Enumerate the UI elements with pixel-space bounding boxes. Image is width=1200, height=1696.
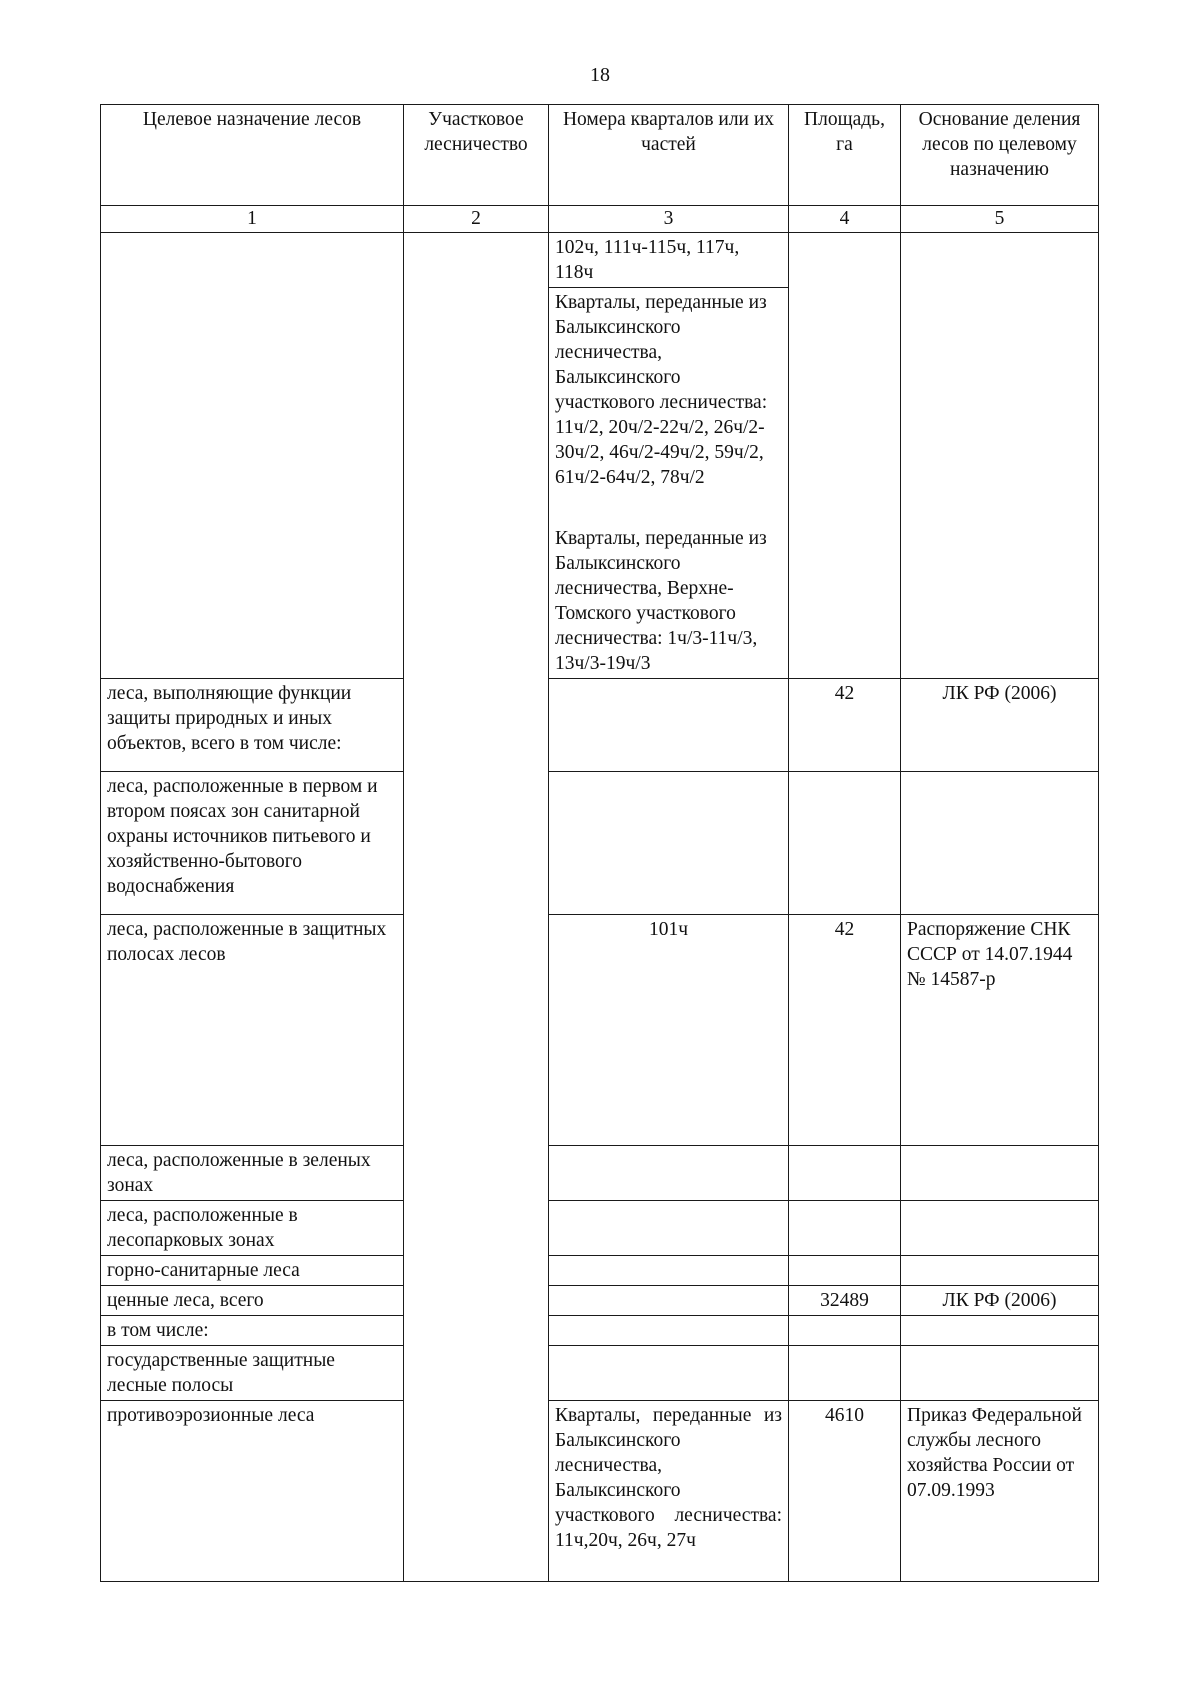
purpose-cell: в том числе: [101,1316,404,1346]
table-header-row [101,105,1099,206]
purpose-cell: леса, расположенные в первом и втором поясах зон санитарной охраны источников питьевого и хозяйственно-бытового водоснабжения [101,772,404,915]
header-district: Участковое лесничество [404,105,549,206]
purpose-cell: государственные защитные лесные полосы [101,1346,404,1401]
table-row [101,679,1099,772]
table-row [101,1401,1099,1582]
purpose-cell: леса, расположенные в зеленых зонах [101,1146,404,1201]
purpose-cell: горно-санитарные леса [101,1256,404,1286]
quarters-cell: Кварталы, переданные из Балыксинского лесничества, Балыксинского участкового лесничества: 11ч/2, 20ч/2-22ч/2, 26ч/2-30ч/2, 46ч/2-49ч/2, 59ч/2, 61ч/2-64ч/2, 78ч/2 [549,288,789,525]
column-number-row [101,206,1099,233]
basis-cell [901,1201,1099,1256]
page-number: 18 [590,64,610,86]
area-cell [789,1146,901,1201]
basis-cell [901,1146,1099,1201]
column-number: 2 [404,206,549,233]
purpose-cell [101,233,404,679]
quarters-cell: Кварталы, переданные из Балыксинского лесничества, Верхне-Томского участкового лесничества: 1ч/3-11ч/3, 13ч/3-19ч/3 [549,524,789,679]
quarters-cell [549,1316,789,1346]
basis-cell: Распоряжение СНК СССР от 14.07.1944 № 14587-р [901,915,1099,1146]
purpose-cell: леса, расположенные в защитных полосах лесов [101,915,404,1146]
quarters-cell: Кварталы, переданные из Балыксинского лесничества, Балыксинского участкового лесничества: 11ч,20ч, 26ч, 27ч [549,1401,789,1582]
basis-cell [901,1346,1099,1401]
purpose-cell: ценные леса, всего [101,1286,404,1316]
basis-cell: ЛК РФ (2006) [901,679,1099,772]
district-cell [404,233,549,1582]
column-number: 1 [101,206,404,233]
table-row [101,1146,1099,1201]
area-cell [789,1346,901,1401]
table-row [101,1286,1099,1316]
quarters-cell: 102ч, 111ч-115ч, 117ч, 118ч [549,233,789,288]
area-cell: 32489 [789,1286,901,1316]
quarters-cell [549,1201,789,1256]
basis-cell [901,772,1099,915]
quarters-cell [549,679,789,772]
area-cell [789,772,901,915]
quarters-cell [549,1256,789,1286]
basis-cell: Приказ Федеральной службы лесного хозяйства России от 07.09.1993 [901,1401,1099,1582]
quarters-cell [549,772,789,915]
table-row [101,1256,1099,1286]
purpose-cell: леса, выполняющие функции защиты природных и иных объектов, всего в том числе: [101,679,404,772]
table-row [101,772,1099,915]
purpose-cell: леса, расположенные в лесопарковых зонах [101,1201,404,1256]
area-cell [789,1256,901,1286]
column-number: 5 [901,206,1099,233]
area-cell: 4610 [789,1401,901,1582]
purpose-cell: противоэрозионные леса [101,1401,404,1582]
quarters-cell [549,1346,789,1401]
area-cell [789,1316,901,1346]
area-cell [789,233,901,679]
header-basis: Основание деления лесов по целевому назначению [901,105,1099,206]
quarters-cell [549,1146,789,1201]
quarters-cell [549,1286,789,1316]
table-row [101,1201,1099,1256]
basis-cell [901,233,1099,679]
header-quarters: Номера кварталов или их частей [549,105,789,206]
area-cell: 42 [789,679,901,772]
table-row [101,233,1099,288]
basis-cell: ЛК РФ (2006) [901,1286,1099,1316]
table-row [101,915,1099,1146]
forest-purpose-table [100,104,1099,1582]
header-area: Площадь, га [789,105,901,206]
basis-cell [901,1316,1099,1346]
quarters-cell: 101ч [549,915,789,1146]
area-cell [789,1201,901,1256]
header-purpose: Целевое назначение лесов [101,105,404,206]
column-number: 4 [789,206,901,233]
table-row [101,1346,1099,1401]
area-cell: 42 [789,915,901,1146]
column-number: 3 [549,206,789,233]
basis-cell [901,1256,1099,1286]
table-row [101,1316,1099,1346]
